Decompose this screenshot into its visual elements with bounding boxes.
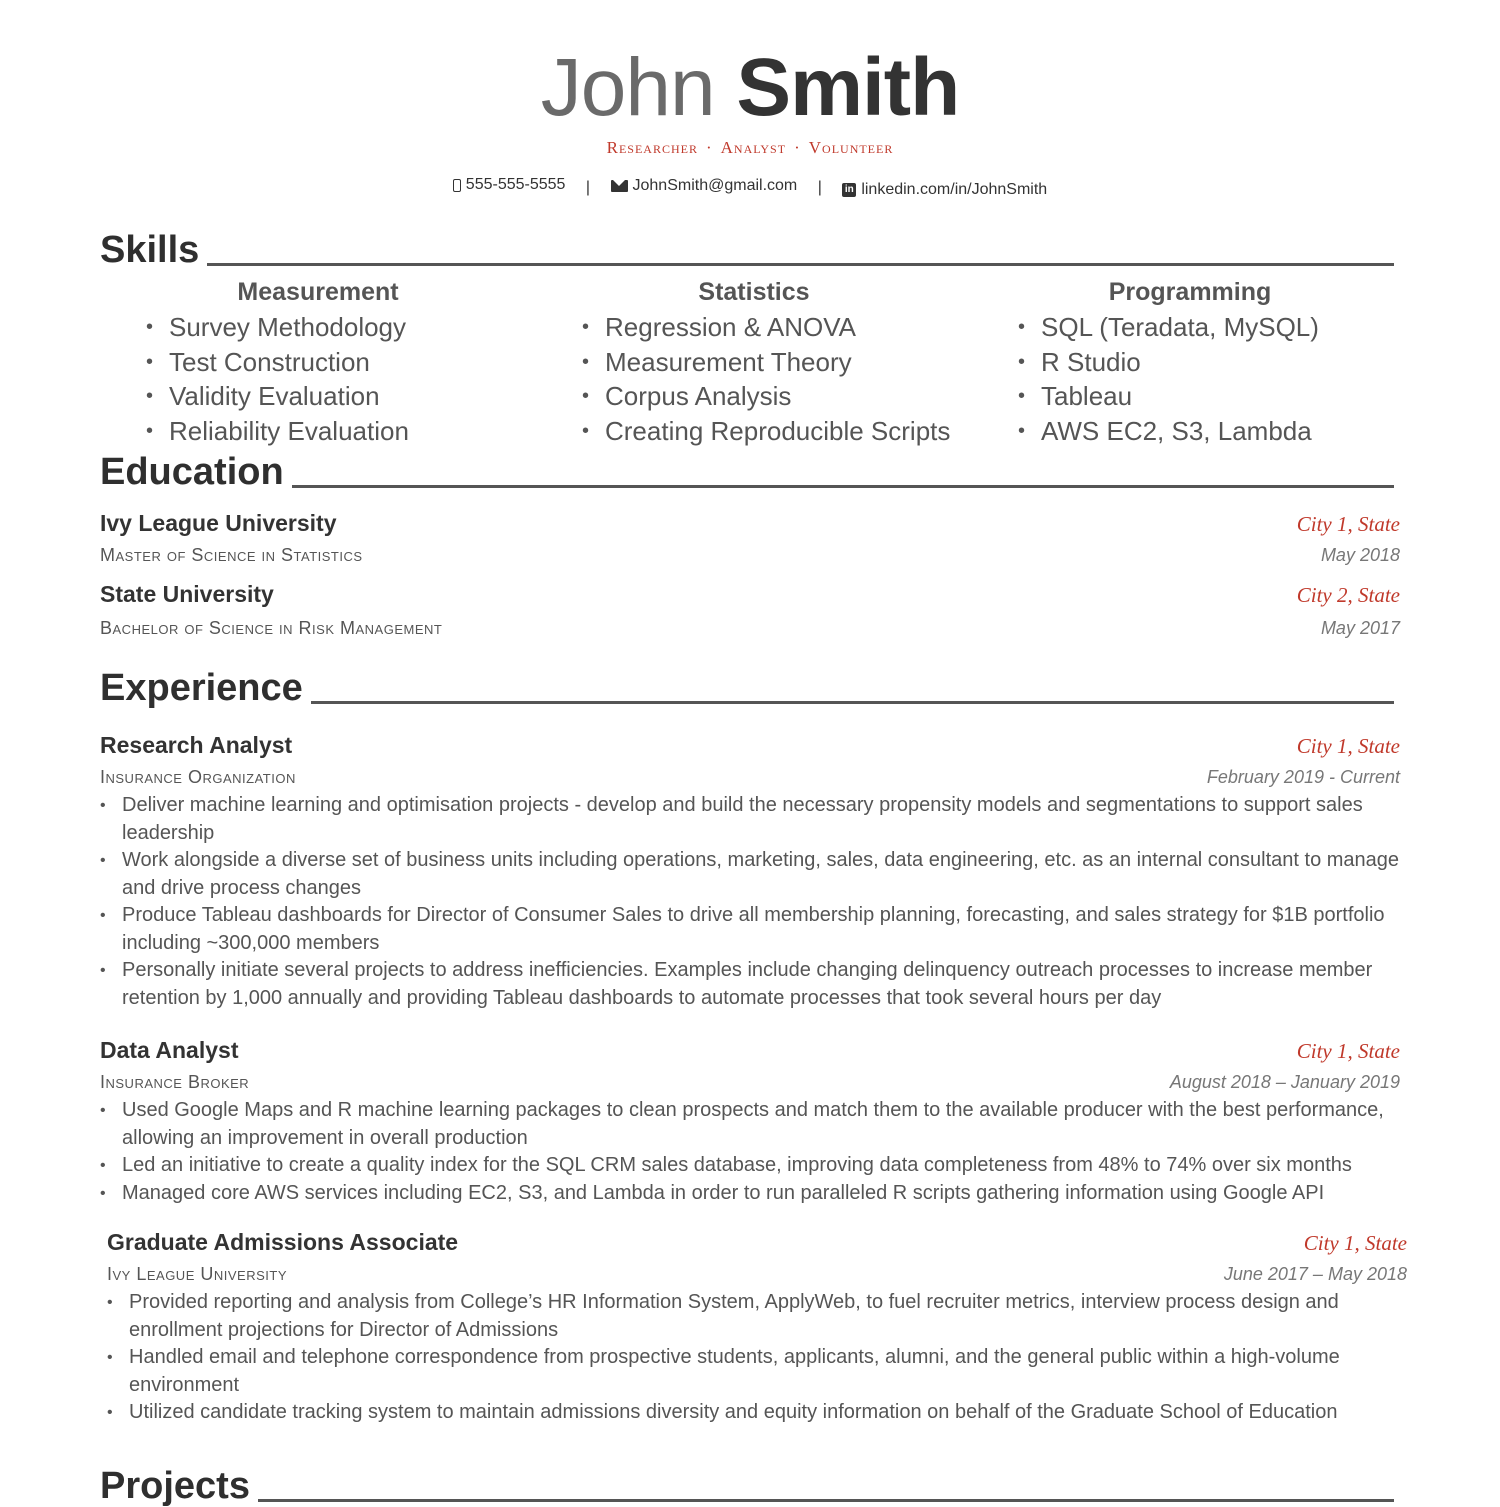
- section-heading-text: Education: [100, 451, 284, 493]
- bullet-list: [107, 1289, 1407, 1427]
- organization: Insurance Broker: [100, 1072, 250, 1092]
- skill-category: Programming: [1108, 278, 1272, 306]
- degree: Bachelor of Science in Risk Management: [100, 618, 443, 638]
- bullet-list: [100, 792, 1400, 1012]
- role-item: Researcher: [606, 138, 698, 157]
- bullet-item: • Personally initiate several projects to address inefficiencies. Examples include changing delinquency outreach processes to increase member retention by 1,000 annually and providing Tableau dashboards to automate processes that took several hours per day: [100, 957, 1400, 1012]
- skill-item: • Test Construction: [169, 345, 536, 380]
- skill-item: • Measurement Theory: [605, 345, 972, 380]
- skill-list: [972, 310, 1408, 448]
- role-separator: ·: [705, 138, 713, 157]
- section-heading-education: [100, 452, 1394, 492]
- skill-item: • Corpus Analysis: [605, 379, 972, 414]
- phone-number: 555-555-5555: [465, 176, 566, 193]
- entry-location: City 1, State: [1296, 734, 1400, 758]
- bullet-item: • Provided reporting and analysis from College’s HR Information System, ApplyWeb, to fuel recruiter metrics, interview process design and enrollment projections for Director of Admissions: [107, 1289, 1407, 1344]
- envelope-icon: [611, 180, 628, 192]
- skill-item: • Reliability Evaluation: [169, 414, 536, 449]
- bullet-item: • Handled email and telephone correspondence from prospective students, applicants, alumni, and the general public within a high-volume environment: [107, 1344, 1407, 1399]
- skill-item: • Survey Methodology: [169, 310, 536, 345]
- email-contact[interactable]: [611, 177, 798, 195]
- entry-date: August 2018 – January 2019: [1169, 1072, 1400, 1092]
- full-name: [0, 40, 1500, 136]
- phone-icon: [453, 179, 461, 192]
- entry-location: City 1, State: [1303, 1231, 1407, 1255]
- bullet-item: • Managed core AWS services including EC2, S3, and Lambda in order to run paralleled R scripts gathering information using Google API: [100, 1180, 1400, 1208]
- section-heading-skills: [100, 230, 1394, 270]
- skill-item: • R Studio: [1041, 345, 1408, 380]
- section-heading-projects: [100, 1466, 1394, 1506]
- bullet-item: • Utilized candidate tracking system to maintain admissions diversity and equity information on behalf of the Graduate School of Education: [107, 1399, 1407, 1427]
- experience-entry: [100, 732, 1400, 1012]
- section-heading-text: Skills: [100, 229, 200, 271]
- education-entry: [100, 581, 1400, 639]
- section-rule: [258, 1499, 1394, 1502]
- linkedin-url: linkedin.com/in/JohnSmith: [861, 180, 1048, 198]
- skill-column: [100, 276, 536, 448]
- job-title: Data Analyst: [100, 1037, 239, 1063]
- skill-list: [100, 310, 536, 448]
- skills-grid: [100, 276, 1410, 448]
- section-heading-text: Projects: [100, 1465, 250, 1507]
- skill-item: • Tableau: [1041, 379, 1408, 414]
- entry-location: City 2, State: [1296, 583, 1400, 607]
- degree: Master of Science in Statistics: [100, 545, 363, 565]
- bullet-item: • Produce Tableau dashboards for Director of Consumer Sales to drive all membership planning, forecasting, and sales strategy for $1B portfolio including ~300,000 members: [100, 902, 1400, 957]
- experience-entry: [107, 1229, 1407, 1427]
- skill-item: • AWS EC2, S3, Lambda: [1041, 414, 1408, 449]
- skill-item: • Validity Evaluation: [169, 379, 536, 414]
- section-rule: [311, 701, 1394, 704]
- bullet-item: • Deliver machine learning and optimisation projects - develop and build the necessary propensity models and segmentations to support sales leadership: [100, 792, 1400, 847]
- linkedin-contact[interactable]: [842, 181, 1047, 199]
- entry-location: City 1, State: [1296, 1039, 1400, 1063]
- experience-entry: [100, 1037, 1400, 1207]
- job-title: Research Analyst: [100, 732, 293, 758]
- section-heading-text: Experience: [100, 667, 303, 709]
- bullet-item: • Led an initiative to create a quality index for the SQL CRM sales database, improving data completeness from 48% to 74% over six months: [100, 1152, 1400, 1180]
- section-rule: [292, 485, 1394, 488]
- section-heading-experience: [100, 668, 1394, 708]
- skill-column: [972, 276, 1408, 448]
- role-item: Volunteer: [808, 138, 894, 157]
- last-name: Smith: [736, 42, 960, 133]
- skill-item: • Creating Reproducible Scripts: [605, 414, 972, 449]
- contact-line: [0, 176, 1500, 199]
- bullet-item: • Work alongside a diverse set of business units including operations, marketing, sales, data engineering, etc. as an internal consultant to manage and drive process changes: [100, 847, 1400, 902]
- first-name: John: [540, 42, 715, 133]
- entry-date: June 2017 – May 2018: [1223, 1264, 1407, 1284]
- job-title: Graduate Admissions Associate: [107, 1229, 459, 1255]
- organization: Insurance Organization: [100, 767, 296, 787]
- email-address: JohnSmith@gmail.com: [632, 176, 798, 194]
- organization: Ivy League University: [107, 1264, 287, 1284]
- entry-date: May 2018: [1320, 545, 1400, 565]
- education-entry: [100, 510, 1400, 566]
- entry-location: City 1, State: [1296, 512, 1400, 536]
- role-item: Analyst: [720, 138, 787, 157]
- skill-column: [536, 276, 972, 448]
- linkedin-icon: in: [842, 183, 856, 197]
- skill-category: Statistics: [698, 278, 810, 306]
- skill-item: • Regression & ANOVA: [605, 310, 972, 345]
- role-list: [0, 138, 1500, 158]
- resume-header: [0, 40, 1500, 199]
- school-name: Ivy League University: [100, 510, 337, 536]
- skill-item: • SQL (Teradata, MySQL): [1041, 310, 1408, 345]
- contact-divider: |: [817, 178, 822, 196]
- contact-divider: |: [585, 178, 591, 196]
- phone-contact[interactable]: [453, 176, 566, 194]
- entry-date: February 2019 - Current: [1206, 767, 1400, 787]
- skill-list: [536, 310, 972, 448]
- entry-date: May 2017: [1320, 618, 1400, 638]
- bullet-list: [100, 1097, 1400, 1207]
- role-separator: ·: [794, 138, 801, 157]
- bullet-item: • Used Google Maps and R machine learning packages to clean prospects and match them to the available producer with the best performance, allowing an improvement in overall production: [100, 1097, 1400, 1152]
- section-rule: [207, 263, 1394, 266]
- school-name: State University: [100, 581, 274, 607]
- skill-category: Measurement: [237, 278, 399, 306]
